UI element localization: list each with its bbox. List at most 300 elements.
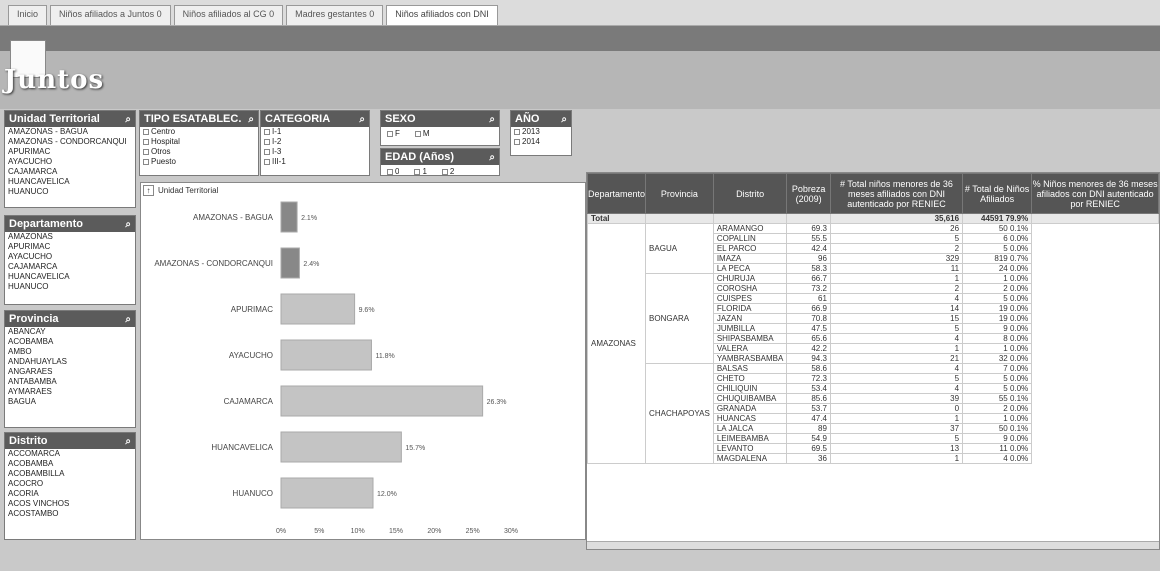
tipo-listbox <box>139 110 259 176</box>
item-label: 0 <box>395 167 400 176</box>
provincia-cell: BONGARA <box>646 274 714 364</box>
item-label: I-3 <box>272 147 282 156</box>
checkbox[interactable] <box>415 131 421 137</box>
item-label: I-1 <box>272 127 282 136</box>
search-icon[interactable]: ⌕ <box>125 113 131 125</box>
item-label: ANTABAMBA <box>8 377 57 386</box>
provincia-listbox <box>4 310 136 428</box>
provincia-header <box>5 311 135 327</box>
item-label: HUANUCO <box>8 282 49 291</box>
cell: 4 <box>830 294 962 304</box>
sexo-title: SEXO <box>385 113 416 125</box>
column-header[interactable]: # Total niños menores de 36 meses afiliados con DNI autenticado por RENIEC <box>830 174 962 214</box>
cell: SHIPASBAMBA <box>713 334 787 344</box>
cell: 44591 79.9% <box>963 214 1032 224</box>
item-label: Centro <box>151 127 176 136</box>
cell: 26 <box>830 224 962 234</box>
data-label: 11.8% <box>375 353 395 360</box>
checkbox[interactable] <box>387 131 393 137</box>
sexo-header <box>381 111 499 127</box>
data-label: 15.7% <box>405 445 426 452</box>
column-header[interactable]: Provincia <box>646 174 714 214</box>
tab-2[interactable] <box>174 5 284 25</box>
cell: 9 0.0% <box>963 434 1032 444</box>
search-icon[interactable]: ⌕ <box>561 113 567 125</box>
sexo-listbox <box>380 110 500 146</box>
cell: 47.4 <box>787 414 831 424</box>
cell: 85.6 <box>787 394 831 404</box>
tab-bar <box>0 0 1160 26</box>
cell: 8 0.0% <box>963 334 1032 344</box>
cell: CHETO <box>713 374 787 384</box>
column-header[interactable]: # Total de Niños Afiliados <box>963 174 1032 214</box>
cell: 21 <box>830 354 962 364</box>
x-tick-label: 25% <box>465 528 480 535</box>
cell: 89 <box>787 424 831 434</box>
item-label: ACORIA <box>8 489 39 498</box>
checkbox[interactable] <box>442 169 448 175</box>
tab-4[interactable] <box>386 5 498 25</box>
cell: 1 0.0% <box>963 414 1032 424</box>
checkbox[interactable] <box>264 139 270 145</box>
cell: 69.3 <box>787 224 831 234</box>
item-label: ACOBAMBILLA <box>8 469 65 478</box>
cell: 55 0.1% <box>963 394 1032 404</box>
cell: 66.7 <box>787 274 831 284</box>
unidad-item[interactable] <box>5 137 135 147</box>
categoria-item[interactable] <box>261 127 369 137</box>
tipo-header <box>140 111 258 127</box>
search-icon[interactable]: ⌕ <box>489 113 495 125</box>
edad-item[interactable] <box>411 167 426 177</box>
cell: 24 0.0% <box>963 264 1032 274</box>
cell: BALSAS <box>713 364 787 374</box>
item-label: I-2 <box>272 137 282 146</box>
cell: COPALLIN <box>713 234 787 244</box>
table-row <box>588 274 1159 284</box>
cell: 1 <box>830 454 962 464</box>
cell: 5 0.0% <box>963 244 1032 254</box>
unidad-item[interactable] <box>5 127 135 137</box>
departamento-item[interactable] <box>5 282 135 292</box>
item-label: AMAZONAS <box>8 232 53 241</box>
provincia-item[interactable] <box>5 357 135 367</box>
provincia-item[interactable] <box>5 327 135 337</box>
logo-area <box>0 51 1160 109</box>
item-label: Hospital <box>151 137 180 146</box>
column-header[interactable]: Departamento <box>588 174 646 214</box>
cell: 5 <box>830 234 962 244</box>
search-icon[interactable]: ⌕ <box>125 435 131 447</box>
checkbox[interactable] <box>414 169 420 175</box>
item-label: AMAZONAS - CONDORCANQUI <box>8 137 127 146</box>
distrito-item[interactable] <box>5 449 135 459</box>
cell: ARAMANGO <box>713 224 787 234</box>
cell: 5 <box>830 374 962 384</box>
provincia-title: Provincia <box>9 313 59 325</box>
category-label: AMAZONAS - CONDORCANQUI <box>154 259 273 268</box>
categoria-listbox <box>260 110 370 176</box>
item-label: 2014 <box>522 137 540 146</box>
cell: 329 <box>830 254 962 264</box>
cell: 0 <box>830 404 962 414</box>
cell: 36 <box>787 454 831 464</box>
checkbox[interactable] <box>514 129 520 135</box>
x-tick-label: 20% <box>427 528 442 535</box>
categoria-item[interactable] <box>261 137 369 147</box>
data-label: 26.3% <box>486 399 507 406</box>
item-label: ACOCRO <box>8 479 44 488</box>
tab-label: Niños afiliados a Juntos <box>59 9 155 19</box>
category-label: AYACUCHO <box>228 351 273 360</box>
cell: 2 <box>830 244 962 254</box>
cell: 5 0.0% <box>963 294 1032 304</box>
provincia-cell: BAGUA <box>646 224 714 274</box>
provincia-item[interactable] <box>5 347 135 357</box>
item-label: AYMARAES <box>8 387 52 396</box>
distrito-title: Distrito <box>9 435 48 447</box>
categoria-title: CATEGORIA <box>265 113 331 125</box>
category-label: CAJAMARCA <box>223 397 273 406</box>
table-row <box>588 224 1159 234</box>
search-icon[interactable]: ⌕ <box>125 218 131 230</box>
item-label: AYACUCHO <box>8 157 53 166</box>
departamento-item[interactable] <box>5 232 135 242</box>
cell: 4 <box>830 384 962 394</box>
cell: 50 0.1% <box>963 424 1032 434</box>
item-label: AMAZONAS - BAGUA <box>8 127 89 136</box>
item-label: III-1 <box>272 157 286 166</box>
tab-count: 0 <box>154 9 162 19</box>
cell: 11 <box>830 264 962 274</box>
provincia-item[interactable] <box>5 387 135 397</box>
cell: 94.3 <box>787 354 831 364</box>
cell: 2 0.0% <box>963 404 1032 414</box>
cell: JUMBILLA <box>713 324 787 334</box>
item-label: CAJAMARCA <box>8 167 58 176</box>
tab-count: 0 <box>266 9 275 19</box>
checkbox[interactable] <box>387 169 393 175</box>
cell: 42.2 <box>787 344 831 354</box>
anio-item[interactable] <box>511 137 571 147</box>
categoria-header <box>261 111 369 127</box>
item-label: CAJAMARCA <box>8 262 58 271</box>
total-row <box>588 214 1159 224</box>
tipo-title: TIPO ESATABLEC. <box>144 113 242 125</box>
tab-label: Niños afiliados con DNI <box>395 9 489 19</box>
provincia-item[interactable] <box>5 367 135 377</box>
distrito-item[interactable] <box>5 469 135 479</box>
cell: 70.8 <box>787 314 831 324</box>
unidad-item[interactable] <box>5 157 135 167</box>
distrito-header <box>5 433 135 449</box>
table-row <box>588 364 1159 374</box>
tab-count: 0 <box>366 9 375 19</box>
x-tick-label: 15% <box>388 528 404 535</box>
sexo-item[interactable] <box>384 129 400 139</box>
item-label: AYACUCHO <box>8 252 53 261</box>
checkbox[interactable] <box>143 159 149 165</box>
checkbox[interactable] <box>264 159 270 165</box>
cell: CHILIQUIN <box>713 384 787 394</box>
category-label: HUANCAVELICA <box>211 443 273 452</box>
bar <box>281 386 483 416</box>
item-label: BAGUA <box>8 397 37 406</box>
category-label: AMAZONAS - BAGUA <box>192 213 273 222</box>
header-banner <box>0 26 1160 51</box>
item-label: AMBO <box>8 347 32 356</box>
item-label: ANDAHUAYLAS <box>8 357 67 366</box>
item-label: APURIMAC <box>8 242 51 251</box>
bar <box>281 294 355 324</box>
bar <box>281 248 299 278</box>
provincia-item[interactable] <box>5 377 135 387</box>
item-label: 1 <box>422 167 427 176</box>
data-label: 12.0% <box>377 491 397 498</box>
item-label: HUANCAVELICA <box>8 272 70 281</box>
bar-chart <box>140 182 586 540</box>
cell: LA PECA <box>713 264 787 274</box>
item-label: ABANCAY <box>8 327 46 336</box>
departamento-listbox <box>4 215 136 305</box>
cell: 5 <box>830 324 962 334</box>
x-tick-label: 0% <box>275 528 287 535</box>
cell: GRANADA <box>713 404 787 414</box>
cell: YAMBRASBAMBA <box>713 354 787 364</box>
tab-label: Niños afiliados al CG <box>182 9 267 19</box>
tab-3[interactable] <box>286 5 383 25</box>
cell: 4 0.0% <box>963 454 1032 464</box>
x-tick-label: 5% <box>314 528 325 535</box>
search-icon[interactable]: ⌕ <box>359 113 365 125</box>
cell: JAZAN <box>713 314 787 324</box>
distrito-item[interactable] <box>5 509 135 519</box>
item-label: F <box>395 129 400 138</box>
item-label: APURIMAC <box>8 147 51 156</box>
departamento-item[interactable] <box>5 242 135 252</box>
distrito-item[interactable] <box>5 459 135 469</box>
checkbox[interactable] <box>264 129 270 135</box>
unidad-item[interactable] <box>5 147 135 157</box>
category-label: APURIMAC <box>230 305 273 314</box>
cell: VALERA <box>713 344 787 354</box>
cell: 5 0.0% <box>963 384 1032 394</box>
cell: CHUQUIBAMBA <box>713 394 787 404</box>
cell: 37 <box>830 424 962 434</box>
unidad-item[interactable] <box>5 187 135 197</box>
search-icon[interactable]: ⌕ <box>248 113 254 125</box>
sexo-item[interactable] <box>412 129 430 139</box>
bar <box>281 202 297 232</box>
unidad-item[interactable] <box>5 177 135 187</box>
provincia-cell: CHACHAPOYAS <box>646 364 714 464</box>
item-label: ACOBAMBA <box>8 459 54 468</box>
search-icon[interactable]: ⌕ <box>125 313 131 325</box>
data-label: 2.4% <box>303 261 320 268</box>
cell: COROSHA <box>713 284 787 294</box>
tipo-item[interactable] <box>140 137 258 147</box>
checkbox[interactable] <box>264 149 270 155</box>
cell: 73.2 <box>787 284 831 294</box>
tipo-item[interactable] <box>140 127 258 137</box>
tipo-item[interactable] <box>140 157 258 167</box>
cell: LA JALCA <box>713 424 787 434</box>
cell: 55.5 <box>787 234 831 244</box>
cell <box>1032 214 1159 224</box>
categoria-item[interactable] <box>261 147 369 157</box>
bar <box>281 340 371 370</box>
cell: 72.3 <box>787 374 831 384</box>
cell: 66.9 <box>787 304 831 314</box>
cell: 1 <box>830 274 962 284</box>
checkbox[interactable] <box>143 149 149 155</box>
cell: 53.4 <box>787 384 831 394</box>
item-label: HUANUCO <box>8 187 49 196</box>
cell: 54.9 <box>787 434 831 444</box>
departamento-item[interactable] <box>5 262 135 272</box>
tipo-item[interactable] <box>140 147 258 157</box>
distrito-item[interactable] <box>5 489 135 499</box>
cell: 58.6 <box>787 364 831 374</box>
item-label: ACOS VINCHOS <box>8 499 70 508</box>
departamento-item[interactable] <box>5 252 135 262</box>
item-label: HUANCAVELICA <box>8 177 70 186</box>
bar <box>281 478 373 508</box>
search-icon[interactable]: ⌕ <box>489 151 495 163</box>
tab-label: Inicio <box>17 9 39 19</box>
anio-header <box>511 111 571 127</box>
cell: EL PARCO <box>713 244 787 254</box>
column-header[interactable]: % Niños menores de 36 meses afiliados con DNI autenticado por RENIEC <box>1032 174 1159 214</box>
cell: LEIMEBAMBA <box>713 434 787 444</box>
cell: Total <box>588 214 646 224</box>
cell: IMAZA <box>713 254 787 264</box>
cell: 9 0.0% <box>963 324 1032 334</box>
cell: 19 0.0% <box>963 304 1032 314</box>
cell: 819 0.7% <box>963 254 1032 264</box>
cell: 7 0.0% <box>963 364 1032 374</box>
distrito-item[interactable] <box>5 479 135 489</box>
checkbox[interactable] <box>514 139 520 145</box>
horizontal-scrollbar[interactable] <box>587 541 1159 549</box>
cell: 50 0.1% <box>963 224 1032 234</box>
categoria-item[interactable] <box>261 157 369 167</box>
unidad-header <box>5 111 135 127</box>
tab-0[interactable] <box>8 5 47 25</box>
cell: 15 <box>830 314 962 324</box>
cell: FLORIDA <box>713 304 787 314</box>
cell: 1 0.0% <box>963 344 1032 354</box>
anio-listbox <box>510 110 572 156</box>
anio-title: AÑO <box>515 113 540 125</box>
cell: 2 <box>830 284 962 294</box>
item-label: 2013 <box>522 127 540 136</box>
cell: HUANCAS <box>713 414 787 424</box>
departamento-cell: AMAZONAS <box>588 224 646 464</box>
item-label: ACOSTAMBO <box>8 509 59 518</box>
departamento-title: Departamento <box>9 218 83 230</box>
unidad-item[interactable] <box>5 167 135 177</box>
x-tick-label: 30% <box>503 528 519 535</box>
x-tick-label: 10% <box>350 528 365 535</box>
departamento-item[interactable] <box>5 272 135 282</box>
cell: 4 <box>830 334 962 344</box>
cell: 11 0.0% <box>963 444 1032 454</box>
item-label: ANGARAES <box>8 367 53 376</box>
tab-label: Madres gestantes <box>295 9 367 19</box>
cell: 65.6 <box>787 334 831 344</box>
cell: LEVANTO <box>713 444 787 454</box>
cell: MAGDALENA <box>713 454 787 464</box>
cell: 35,616 <box>830 214 962 224</box>
provincia-item[interactable] <box>5 397 135 407</box>
cell: 1 <box>830 414 962 424</box>
chart-title: Unidad Territorial <box>158 186 219 195</box>
cell <box>646 214 714 224</box>
cell: 61 <box>787 294 831 304</box>
column-header[interactable]: Pobreza (2009) <box>787 174 831 214</box>
cell: 14 <box>830 304 962 314</box>
cell: 32 0.0% <box>963 354 1032 364</box>
edad-item[interactable] <box>384 167 399 177</box>
edad-listbox <box>380 148 500 176</box>
item-label: 2 <box>449 167 455 176</box>
checkbox[interactable] <box>143 139 149 145</box>
cell <box>787 214 831 224</box>
cell <box>713 214 787 224</box>
cell: 39 <box>830 394 962 404</box>
checkbox[interactable] <box>143 129 149 135</box>
item-label: Otros <box>151 147 171 156</box>
cell: 42.4 <box>787 244 831 254</box>
data-label: 9.6% <box>358 307 375 314</box>
item-label: ACOBAMBA <box>8 337 54 346</box>
app-logo: Juntos <box>4 65 105 95</box>
cell: 47.5 <box>787 324 831 334</box>
data-label: 2.1% <box>301 215 318 222</box>
chart-svg <box>141 183 587 541</box>
cell: 19 0.0% <box>963 314 1032 324</box>
cell: 5 0.0% <box>963 374 1032 384</box>
cell: 53.7 <box>787 404 831 414</box>
cell: CHURUJA <box>713 274 787 284</box>
bar <box>281 432 401 462</box>
column-header[interactable]: Distrito <box>713 174 787 214</box>
tab-1[interactable] <box>50 5 171 25</box>
category-label: HUANUCO <box>232 489 273 498</box>
cell: 58.3 <box>787 264 831 274</box>
edad-header <box>381 149 499 165</box>
cell: 4 <box>830 364 962 374</box>
item-label: ACCOMARCA <box>8 449 61 458</box>
anio-item[interactable] <box>511 127 571 137</box>
data-table <box>586 172 1160 550</box>
distrito-listbox <box>4 432 136 540</box>
cell: 96 <box>787 254 831 264</box>
cell: 6 0.0% <box>963 234 1032 244</box>
cell: 1 0.0% <box>963 274 1032 284</box>
item-label: Puesto <box>151 157 176 166</box>
departamento-header <box>5 216 135 232</box>
cell: 69.5 <box>787 444 831 454</box>
unidad-title: Unidad Territorial <box>9 113 100 125</box>
up-arrow-icon[interactable]: ↑ <box>143 185 154 196</box>
cell: 13 <box>830 444 962 454</box>
provincia-item[interactable] <box>5 337 135 347</box>
distrito-item[interactable] <box>5 499 135 509</box>
edad-item[interactable] <box>439 167 454 177</box>
cell: 1 <box>830 344 962 354</box>
